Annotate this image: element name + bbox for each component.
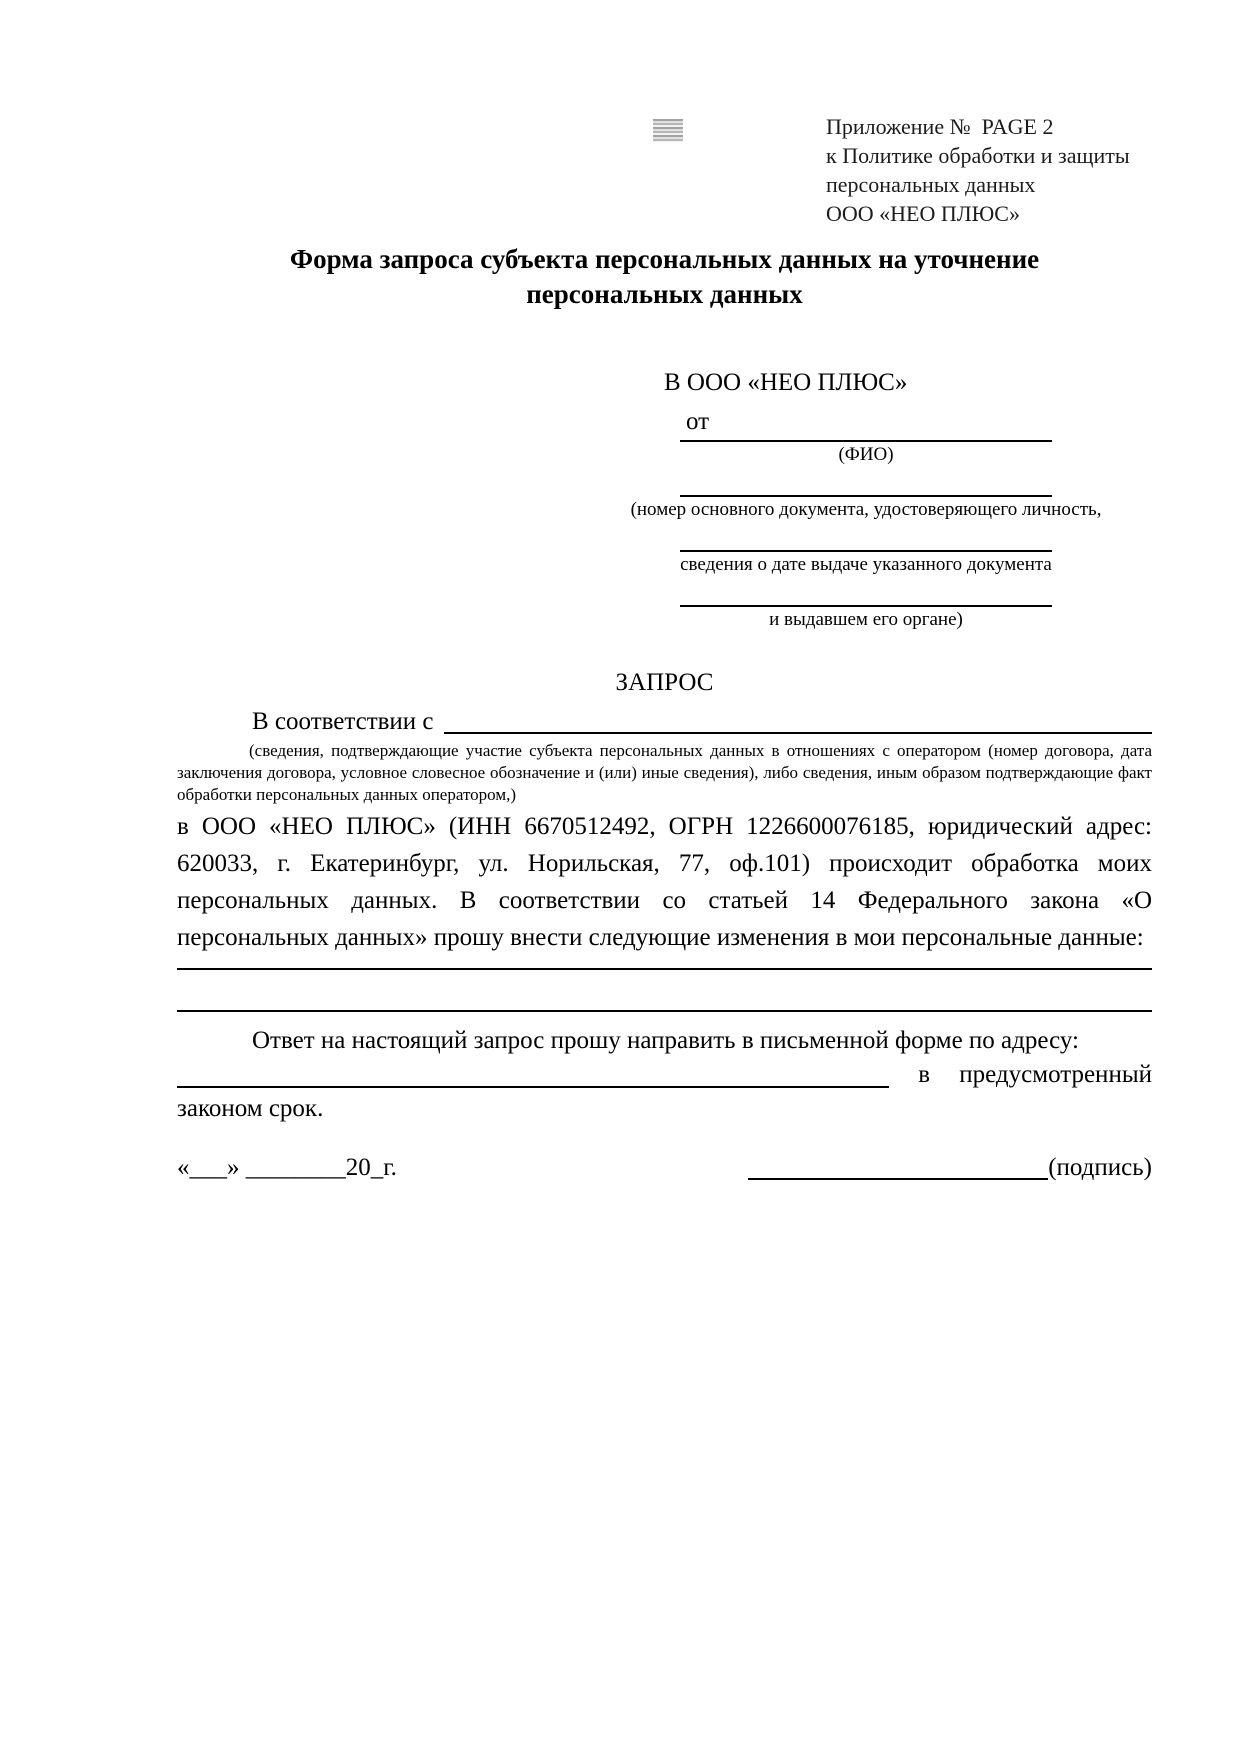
blurred-stamp-artifact-icon (653, 119, 683, 142)
document-body (0, 242, 1242, 1184)
field-entry-issuing-authority (680, 577, 1052, 632)
from-label: от (686, 408, 710, 435)
signature-caption: (подпись) (1048, 1154, 1152, 1181)
reply-closing: законом срок. (177, 1095, 324, 1122)
form-title-line1: Форма запроса субъекта персональных данных на уточнение (289, 244, 1040, 274)
field-entry-issue-date (680, 522, 1052, 577)
appendix-header-line: к Политике обработки и защиты (826, 143, 1130, 168)
request-intro-text: В соответствии с (252, 708, 434, 735)
signature-group (748, 1152, 1152, 1184)
field-caption (630, 497, 1102, 522)
date-signature-row (177, 1152, 1152, 1184)
basis-explanation-note: (сведения, подтверждающие участие субъекта персональных данных в отношениях с оператором (номер договора, дата заключения договора, условное словесное обозначение и (или) иные сведения), либо сведения, иным образом подтверждающие факт обработки персональных данных оператором,) (177, 741, 1152, 804)
field-caption (680, 552, 1052, 577)
reply-address-row (177, 1058, 1152, 1092)
blank-line-address (177, 1085, 889, 1088)
page-header-region (0, 0, 1242, 226)
recipient-organization: В ООО «НЕО ПЛЮС» (664, 369, 908, 396)
reply-word-term: предусмотренный (959, 1061, 1152, 1088)
form-title (177, 242, 1152, 312)
field-entry-document-number (630, 467, 1102, 522)
field-caption (680, 442, 1052, 467)
applicant-fields (630, 439, 1102, 632)
form-title-line2: персональных данных (526, 279, 803, 309)
blank-line-changes-1 (177, 956, 1152, 970)
blank-line-issuing-authority (680, 577, 1052, 607)
blank-line-changes-2 (177, 970, 1152, 1012)
blank-line-signature (748, 1177, 1048, 1180)
field-caption-text: (номер основного документа, удостоверяющего личность, (630, 499, 1102, 520)
blank-line-issue-date (680, 522, 1052, 552)
reply-instruction: Ответ на настоящий запрос прошу направить в письменной форме по адресу: (252, 1027, 1079, 1054)
request-heading: ЗАПРОС (615, 669, 714, 696)
field-entry-fio (680, 439, 1052, 467)
blank-line-basis (444, 731, 1152, 734)
request-body-paragraph: в ООО «НЕО ПЛЮС» (ИНН 6670512492, ОГРН 1226600076185, юридический адрес: 620033, г. Екатеринбург, ул. Норильская, 77, оф.101) происходит обработка моих персональных данных. В соответствии со статьей 14 Федерального закона «О персональных данных» прошу внести следующие изменения в мои персональные данные: (177, 813, 1152, 951)
date-blank: «___» ________20_г. (177, 1154, 397, 1181)
appendix-header-line: Приложение № PAGE 2 (826, 114, 1054, 139)
appendix-header-line: персональных данных (826, 172, 1036, 197)
appendix-header-line: ООО «НЕО ПЛЮС» (826, 201, 1020, 226)
appendix-header (826, 112, 1130, 228)
blank-line-document-number (680, 467, 1052, 497)
field-caption-text: (ФИО) (838, 444, 894, 465)
reply-block (177, 1024, 1152, 1126)
reply-word-v: в (918, 1061, 931, 1088)
recipient-block (664, 366, 1152, 439)
request-intro-row (177, 707, 1152, 737)
field-caption-text: и выдавшем его органе) (769, 609, 963, 630)
field-caption-text: сведения о дате выдаче указанного документа (680, 554, 1052, 575)
field-caption (680, 607, 1052, 632)
